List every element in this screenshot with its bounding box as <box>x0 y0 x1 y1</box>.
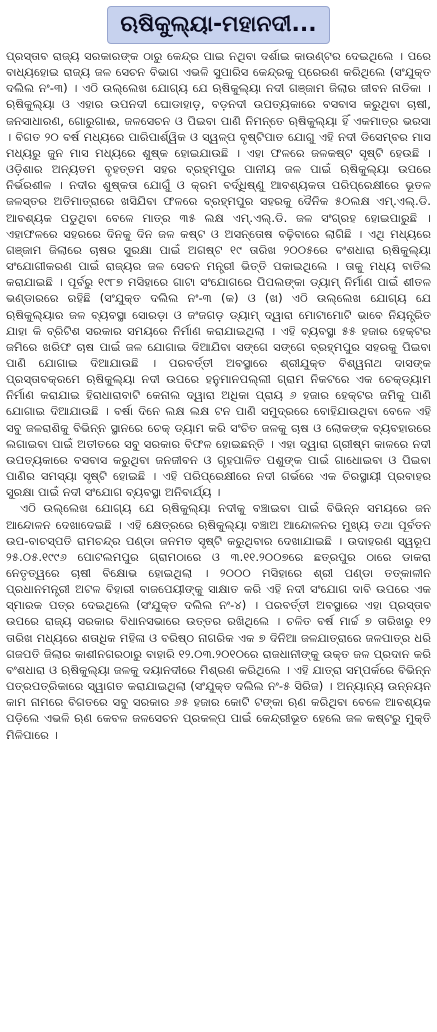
page-title: ଋଷିକୁଲ୍ୟା-ମହାନଦୀ... <box>107 6 329 44</box>
article-body <box>6 48 431 743</box>
paragraph-2: ଏଠି ଉଲ୍ଲେଖ ଯୋଗ୍ୟ ଯେ ଋଷିକୁଲ୍ୟା ନଦୀକୁ ବଞ୍ଚାଇବା ପାଇଁ ବିଭିନ୍ନ ସମୟରେ ଜନ ଆନ୍ଦୋଳନ ଦେଖାଦେଇଛି । ଏହି କ୍ଷେତ୍ରରେ ଋଷିକୁଲ୍ୟା ବଞ୍ଚାଅ ଆନ୍ଦୋଳନର ମୁଖ୍ୟ ତଥା ପୂର୍ବତନ ଉପ-ବାଚସ୍ପତି ରାମଚନ୍ଦ୍ର ପଣ୍ଡା ଜନମତ ସୃଷ୍ଟି କରୁଥିବାର ଦେଖାଯାଇଛି । ଉଦାହରଣ ସ୍ୱରୂପ ୨୫.୦୫.୧୯୯୬ ପୋଟଲମପୁର ଗ୍ରାମଠାରେ ଓ ୩.୧୧.୨୦୦୭ରେ ଛତ୍ରପୁର ଠାରେ ଡାକରା ନେତୃତ୍ୱରେ ଚାଷୀ ବିକ୍ଷୋଭ ହୋଇଥିଲା । ୨୦୦୦ ମସିହାରେ ଶ୍ରୀ ପଣ୍ଡା ତତ୍କାଳୀନ ପ୍ରଧାନମନ୍ତ୍ରୀ ଅଟଳ ବିହାରୀ ବାଜପେୟୀଙ୍କୁ ସାକ୍ଷାତ କରି ଏହି ନଦୀ ସଂଯୋଗ ଦାବି ଉପରେ ଏକ ସ୍ମାରକ ପତ୍ର ଦେଇଥିଲେ (ସଂଯୁକ୍ତ ଦଲିଲ ନଂ-୪) । ପରବର୍ତ୍ତୀ ଅବସ୍ଥାରେ ଏହା ପ୍ରସ୍ତାବ ଉପରେ ରାଜ୍ୟ ସରକାର ବିଧାନସଭାରେ ଉତ୍ତର ରଖିଥିଲେ । ଚଳିତ ବର୍ଷ ମାର୍ଚ୍ଚ ୭ ତାରିଖରୁ ୧୨ ତାରିଖ ମଧ୍ୟରେ ଶତାଧିକ ମହିଳା ଓ ବରିଷ୍ଠ ନାଗରିକ ଏକ ୭ ଦିନିଆ ଜଳଯାତ୍ରାରେ ଜଳପାତ୍ର ଧରି ଗଜପତି ଜିଲାର କାଶୀନଗରଠାରୁ ବାହାରି ୧୨.୦୩.୨୦୧୦ରେ ରାଜଧାନୀଙ୍କୁ ଉକ୍ତ ଜଳ ପ୍ରଦାନ କରି ବଂଶଧାରା ଓ ଋଷିକୁଲ୍ୟା ଜଳକୁ ଦୟାନଦୀରେ ମିଶ୍ରଣ କରିଥିଲେ । ଏହି ଯାତ୍ରା ସମ୍ପର୍କରେ ବିଭିନ୍ନ ପତ୍ରପତ୍ରିକାରେ ସ୍ୱାଗତ କରାଯାଇଥିଲା (ସଂଯୁକ୍ତ ଦଲିଲ ନଂ-୫ ସିରିଜ) । ଅନ୍ୟାନ୍ୟ ଉନ୍ନୟନ କାମ ନାମରେ ବିଗତରେ ସବୁ ସରକାର ୬୫ ହଜାର କୋଟି ଟଙ୍କା ଋଣ କରିଥିବା ବେଳେ ଆବଶ୍ୟକ ପଡ଼ିଲେ ଏଭଳି ଋଣ କେବଳ ଜଳସେଚନ ପ୍ରକଳ୍ପ ପାଇଁ କେନ୍ଦ୍ରୀଭୂତ ହେଲେ ଜଳ କଷ୍ଟରୁ ମୁକ୍ତି ମିଳିପାରେ । <box>6 501 431 742</box>
title-container <box>6 6 431 46</box>
paragraph-1: ପ୍ରସ୍ତାବ ରାଜ୍ୟ ସରକାରଙ୍କ ଠାରୁ କେନ୍ଦ୍ର ପାଇ ନଥିବା ଦର୍ଶାଇ କାଉଣ୍ଟର ଦେଇଥିଲେ । ପରେ ବାଧ୍ୟହୋଇ ରାଜ୍ୟ ଜଳ ସେଚନ ବିଭାଗ ଏଭଳି ସୁପାରିସ କେନ୍ଦ୍ରକୁ ପ୍ରେରଣ କରିଥିଲେ (ସଂଯୁକ୍ତ ଦଲିଲ ନଂ-୩) । ଏଠି ଉଲ୍ଲେଖ ଯୋଗ୍ୟ ଯେ ଋଷିକୁଲ୍ୟା ନଦୀ ଗଞ୍ଜାମ ଜିଲାର ଜୀବନ ନାଡିକା । ଋଷିକୁଲ୍ୟା ଓ ଏହାର ଉପନଦୀ ଘୋଡାହାଡ଼, ବଡ଼ନଦୀ ଉପତ୍ୟକାରେ ବସବାସ କରୁଥିବା ଚାଷୀ, ଜନସାଧାରଣ, ଗୋରୁଗାଈ, ଜଳସେଚନ ଓ ପିଇବା ପାଣି ନିମନ୍ତେ ଋଷିକୁଲ୍ୟା ହିଁ ଏକମାତ୍ର ଭରସା । ବିଗତ ୨୦ ବର୍ଷ ମଧ୍ୟରେ ପାରିପାର୍ଶ୍ୱିକ ଓ ସ୍ୱଳ୍ପ ବୃଷ୍ଟିପାତ ଯୋଗୁ ଏହି ନଦୀ ଡିସେମ୍ବର ମାସ ମଧ୍ୟରୁ ଜୁନ ମାସ ମଧ୍ୟରେ ଶୁଷ୍କ ହୋଇଯାଉଛି । ଏହା ଫଳରେ ଜଳକଷ୍ଟ ସୃଷ୍ଟି ହେଉଛି । ଓଡ଼ିଶାର ଅନ୍ୟତମ ବୃହତ୍ତମ ସହର ବ୍ରହ୍ମପୁର ପାନୀୟ ଜଳ ପାଇଁ ଋଷିକୁଲ୍ୟା ଉପରେ ନିର୍ଭରଶୀଳ । ନଦୀର ଶୁଷ୍କତା ଯୋଗୁଁ ଓ କ୍ରମ ବର୍ଦ୍ଧିଷ୍ଣୁ ଆବଶ୍ୟକତା ପରିପ୍ରେକ୍ଷୀରେ ଭୂତଳ ଜଳସ୍ତର ଅତିମାତ୍ରାରେ ଖସିଯିବା ଫଳରେ ବ୍ରହ୍ମପୁର ସହରକୁ ଦୈନିକ ୫୦ଲକ୍ଷ ଏମ୍.ଏଲ୍.ଡି. ଆବଶ୍ୟକ ପଡୁଥିବା ବେଳେ ମାତ୍ର ୩୫ ଲକ୍ଷ ଏମ୍.ଏଲ୍.ଡି. ଜଳ ସଂଗ୍ରହ ହୋଇପାରୁଛି । ଏହାଫଳରେ ସହରରେ ଦିନକୁ ଦିନ ଜଳ କଷ୍ଟ ଓ ଅସନ୍ତୋଷ ବଢ଼ିବାରେ ଲାଗିଛି । ଏଥି ମଧ୍ୟରେ ଗଞ୍ଜାମ ଜିଲାରେ ଚାଷର ସୁରକ୍ଷା ପାଇଁ ଅଗଷ୍ଟ ୧୯ ତାରିଖ ୨୦୦୫ରେ ବଂଶଧାରା ଋଷିକୁଲ୍ୟା ସଂଯୋଗୀକରଣ ପାଇଁ ରାଜ୍ୟର ଜଳ ସେଚନ ମନ୍ତ୍ରୀ ଭିତ୍ତି ପକାଇଥିଲେ । ତାକୁ ମଧ୍ୟ ବାତିଲ କରାଯାଇଛି । ପୂର୍ବରୁ ୧୯୮୭ ମସିହାରେ ଗାଟା ସଂଯୋଗରେ ପିପଲଙ୍କା ଡ୍ୟାମ୍ ନିର୍ମାଣ ପାଇଁ ଶୀତଳ ଭଣ୍ଡାରରେ ରହିଛି (ସଂଯୁକ୍ତ ଦଲିଲ ନଂ-୩ (କ) ଓ (ଖ) ଏଠି ଉଲ୍ଲେଖ ଯୋଗ୍ୟ ଯେ ଋଷିକୁଲ୍ୟାର ଜଳ ବ୍ୟବସ୍ଥା ସୋରଡ଼ା ଓ ଜଂଜଗଡ଼ ଡ୍ୟାମ୍ ଦ୍ୱାରା ମୋଟାମୋଟି ଭାବେ ନିୟନ୍ତ୍ରିତ ଯାହା କି ବ୍ରିଟିଶ ସରକାର ସମୟରେ ନିର୍ମାଣ କରାଯାଇଥିଲା । ଏହି ବ୍ୟବସ୍ଥା ୫୫ ହଜାର ହେକ୍ଟର ଜମିରେ ଖରିଫ ଚାଷ ପାଇଁ ଜଳ ଯୋଗାଇ ଦିଆଯିବା ସଙ୍ଗେ ସଙ୍ଗେ ବ୍ରହ୍ମପୁର ସହରକୁ ପିଇବା ପାଣି ଯୋଗାଇ ଦିଆଯାଉଛି । ପରବର୍ତ୍ତୀ ଅବସ୍ଥାରେ ଶ୍ରୀଯୁକ୍ତ ବିଶ୍ୱନାଥ ଦାସଙ୍କ ପ୍ରସ୍ତାବକ୍ରମେ ଋଷିକୁଲ୍ୟା ନଦୀ ଉପରେ ହନୁମାନପଲ୍ଲୀ ଗ୍ରାମ ନିକଟରେ ଏକ ଚେକ୍‌ଡ୍ୟାମ ନିର୍ମାଣ କରାଯାଇ ହିରାଧାରାବାଟି କେନାଲ ଦ୍ୱାରା ଅଧିକା ପ୍ରାୟ ୬ ହଜାର ହେକ୍ଟର ଜମିକୁ ପାଣି ଯୋଗାଇ ଦିଆଯାଉଛି । ବର୍ଷା ଦିନେ ଲକ୍ଷ ଲକ୍ଷ ଟନ ପାଣି ସମୁଦ୍ରରେ ବୋହିଯାଉଥିବା ବେଳେ ଏହି ସବୁ ଜଳରାଶିକୁ ବିଭିନ୍ନ ସ୍ଥାନରେ ଚେକ୍ ଡ୍ୟାମ କରି ସଂଚିତ ଜଳକୁ ଚାଷ ଓ ଲୋକଙ୍କ ବ୍ୟବହାରରେ ଲଗାଇବା ପାଇଁ ଅତୀତରେ ସବୁ ସରକାର ବିଫଳ ହୋଇଛନ୍ତି । ଏହା ଦ୍ୱାରା ଗ୍ରୀଷ୍ମ କାଳରେ ନଦୀ ଉପତ୍ୟକାରେ ବସବାସ କରୁଥିବା ଜନଜୀବନ ଓ ଗୃହପାଳିତ ପଶୁଙ୍କ ପାଇଁ ଗାଧୋଇବା ଓ ପିଇବା ପାଣିର ସମସ୍ୟା ସୃଷ୍ଟି ହୋଇଛି । ଏହି ପରିପ୍ରେକ୍ଷୀରେ ନଦୀ ଗର୍ଭରେ ଏକ ଚିରସ୍ଥାୟୀ ପ୍ରବାହର ସୁରକ୍ଷା ପାଇଁ ନଦୀ ସଂଯୋଗ ବ୍ୟବସ୍ଥା ଅନିବାର୍ଯ୍ୟ । <box>6 49 431 500</box>
